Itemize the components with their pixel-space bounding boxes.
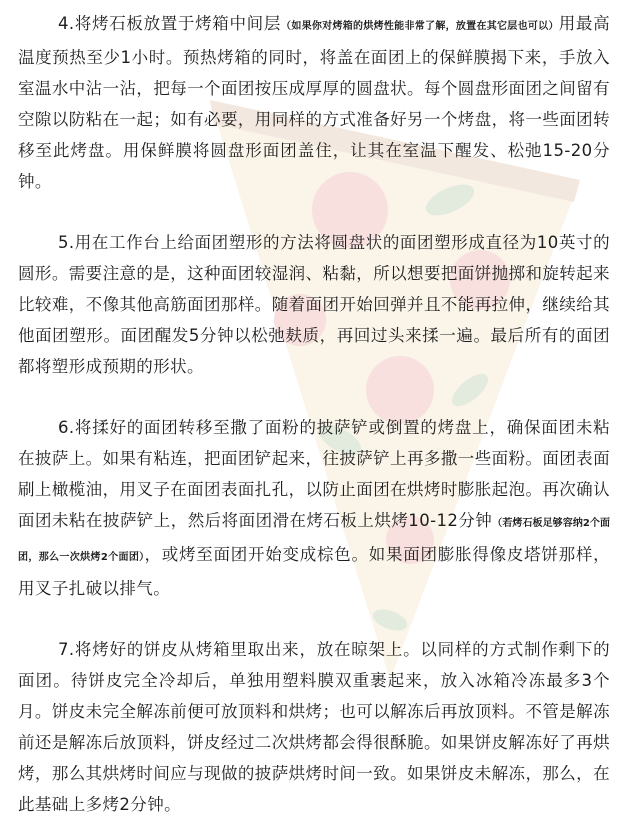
- step-5-paragraph: [18, 227, 610, 382]
- step-4-text-cont: 用最高温度预热至少1小时。预热烤箱的同时，将盖在面团上的保鲜膜揭下来，手放入室温水中沾一沾，把每一个面团按压成厚厚的圆盘状。每个圆盘形面团之间留有空隙以防粘在一起；如有必要，用同样的方式准备好另一个烤盘，将一些面团转移至此烤盘。用保鲜膜将圆盘形面团盖住，让其在室温下醒发、松弛15-20分钟。: [18, 14, 611, 191]
- step-4-note: （如果你对烤箱的烘烤性能非常了解，放置在其它层也可以）: [281, 21, 559, 32]
- step-6-note: （若烤石板足够容纳2个面团，那么一次烘烤2个面团）: [18, 518, 610, 563]
- step-4-text: 4.将烤石板放置于烤箱中间层: [58, 14, 282, 33]
- step-7-paragraph: [18, 634, 610, 820]
- step-6-text: 6.将揉好的面团转移至撒了面粉的披萨铲或倒置的烤盘上，确保面团未粘在披萨上。如果有粘连，把面团铲起来，往披萨铲上再多撒一些面粉。面团表面刷上橄榄油，用叉子在面团表面扎孔，以防止面团在烘烤时膨胀起泡。再次确认面团未粘在披萨铲上，然后将面团滑在烤石板上烘烤10-12分钟: [18, 418, 610, 530]
- step-7-text: 7.将烤好的饼皮从烤箱里取出来，放在晾架上。以同样的方式制作剩下的面团。待饼皮完全冷却后，单独用塑料膜双重裹起来，放入冰箱冷冻最多3个月。饼皮未完全解冻前便可放顶料和烘烤；也可以解冻后再放顶料。不管是解冻前还是解冻后放顶料，饼皮经过二次烘烤都会得很酥脆。如果饼皮解冻好了再烘烤，那么其烘烤时间应与现做的披萨烘烤时间一致。如果饼皮未解冻，那么，在此基础上多烤2分钟。: [18, 640, 610, 814]
- step-6-text-cont: ，或烤至面团开始变成棕色。如果面团膨胀得像皮塔饼那样，用叉子扎破以排气。: [18, 545, 610, 598]
- step-4-paragraph: [18, 8, 610, 197]
- step-5-text: 5.用在工作台上给面团塑形的方法将圆盘状的面团塑形成直径为10英寸的圆形。需要注意的是，这种面团较湿润、粘黏，所以想要把面饼抛掷和旋转起来比较难，不像其他高筋面团那样。随着面团开始回弹并且不能再拉伸，继续给其他面团塑形。面团醒发5分钟以松弛麸质，再回过头来揉一遍。最后所有的面团都将塑形成预期的形状。: [18, 233, 610, 376]
- step-6-paragraph: [18, 412, 610, 604]
